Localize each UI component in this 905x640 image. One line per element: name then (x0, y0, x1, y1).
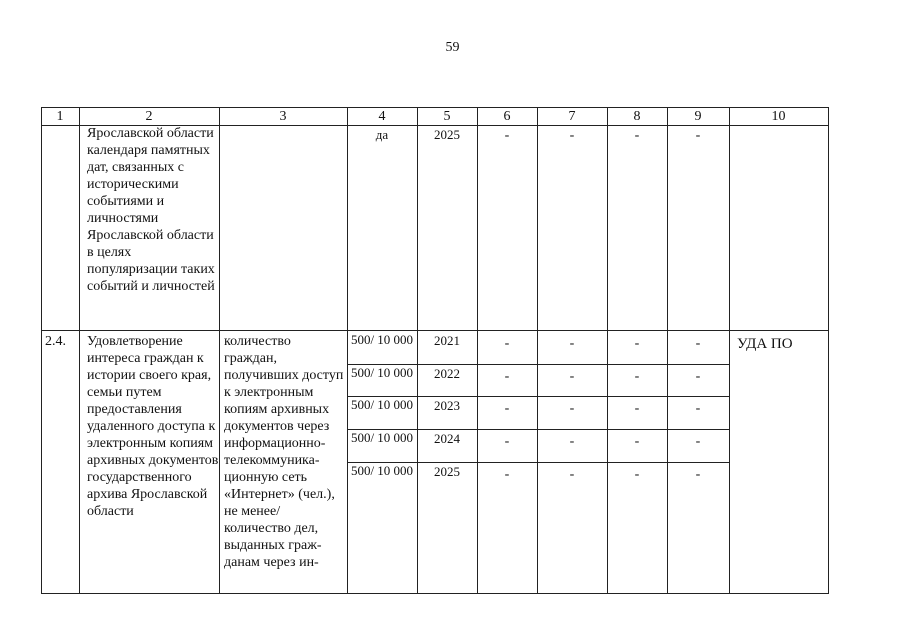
sub-year: 2022 (434, 366, 460, 381)
sub-value: 500/ 10 000 (350, 463, 414, 478)
sub-col7: - (569, 467, 575, 482)
header-col-3: 3 (279, 109, 287, 124)
sub-col8: - (634, 434, 640, 449)
sub-col8: - (634, 336, 640, 351)
header-col-4: 4 (378, 109, 386, 124)
continued-description: Ярославской области календаря памятных дат, связанных с историческими событиями и личностями Ярославской области в целях популяризации таких событий и личностей (87, 126, 215, 294)
row-responsible: УДА ПО (737, 336, 793, 352)
continued-col4: да (375, 127, 389, 142)
sub-value: 500/ 10 000 (350, 430, 414, 445)
row-number: 2.4. (45, 334, 66, 349)
sub-col6: - (504, 336, 510, 351)
sub-col9: - (695, 434, 701, 449)
header-col-6: 6 (503, 109, 511, 124)
sub-value: 500/ 10 000 (350, 332, 414, 347)
sub-col9: - (695, 369, 701, 384)
row-indicator: количество граждан, получивших доступ к электронным копиям архивных документов через информационно-телекоммуника-ционную сеть «Интернет» (чел.), не менее/ количество дел, выданных граж-данам через ин- (224, 334, 344, 570)
sub-col8: - (634, 401, 640, 416)
sub-col7: - (569, 434, 575, 449)
sub-col7: - (569, 401, 575, 416)
sub-col7: - (569, 369, 575, 384)
sub-year: 2021 (434, 333, 460, 348)
continued-year: 2025 (434, 127, 460, 142)
sub-col9: - (695, 401, 701, 416)
continued-col7: - (569, 128, 575, 143)
sub-col6: - (504, 401, 510, 416)
sub-year: 2024 (434, 431, 460, 446)
header-col-1: 1 (56, 109, 64, 124)
sub-col9: - (695, 467, 701, 482)
sub-year: 2025 (434, 464, 460, 479)
sub-col6: - (504, 434, 510, 449)
header-col-5: 5 (443, 109, 451, 124)
sub-year: 2023 (434, 398, 460, 413)
header-col-8: 8 (633, 109, 641, 124)
sub-col9: - (695, 336, 701, 351)
sub-col8: - (634, 369, 640, 384)
sub-col7: - (569, 336, 575, 351)
header-col-7: 7 (568, 109, 576, 124)
row-description: Удовлетворение интереса граждан к истории своего края, семьи путем предоставления удаленного доступа к электронным копиям архивных документов государственного архива Ярославской области (87, 334, 219, 519)
continued-col9: - (695, 128, 701, 143)
header-col-9: 9 (694, 109, 702, 124)
continued-col8: - (634, 128, 640, 143)
data-table (41, 107, 829, 594)
continued-col6: - (504, 128, 510, 143)
sub-value: 500/ 10 000 (350, 397, 414, 412)
sub-col6: - (504, 467, 510, 482)
sub-col6: - (504, 369, 510, 384)
header-col-10: 10 (771, 109, 786, 124)
page-number: 59 (445, 40, 460, 55)
sub-value: 500/ 10 000 (350, 365, 414, 380)
sub-col8: - (634, 467, 640, 482)
header-col-2: 2 (145, 109, 153, 124)
